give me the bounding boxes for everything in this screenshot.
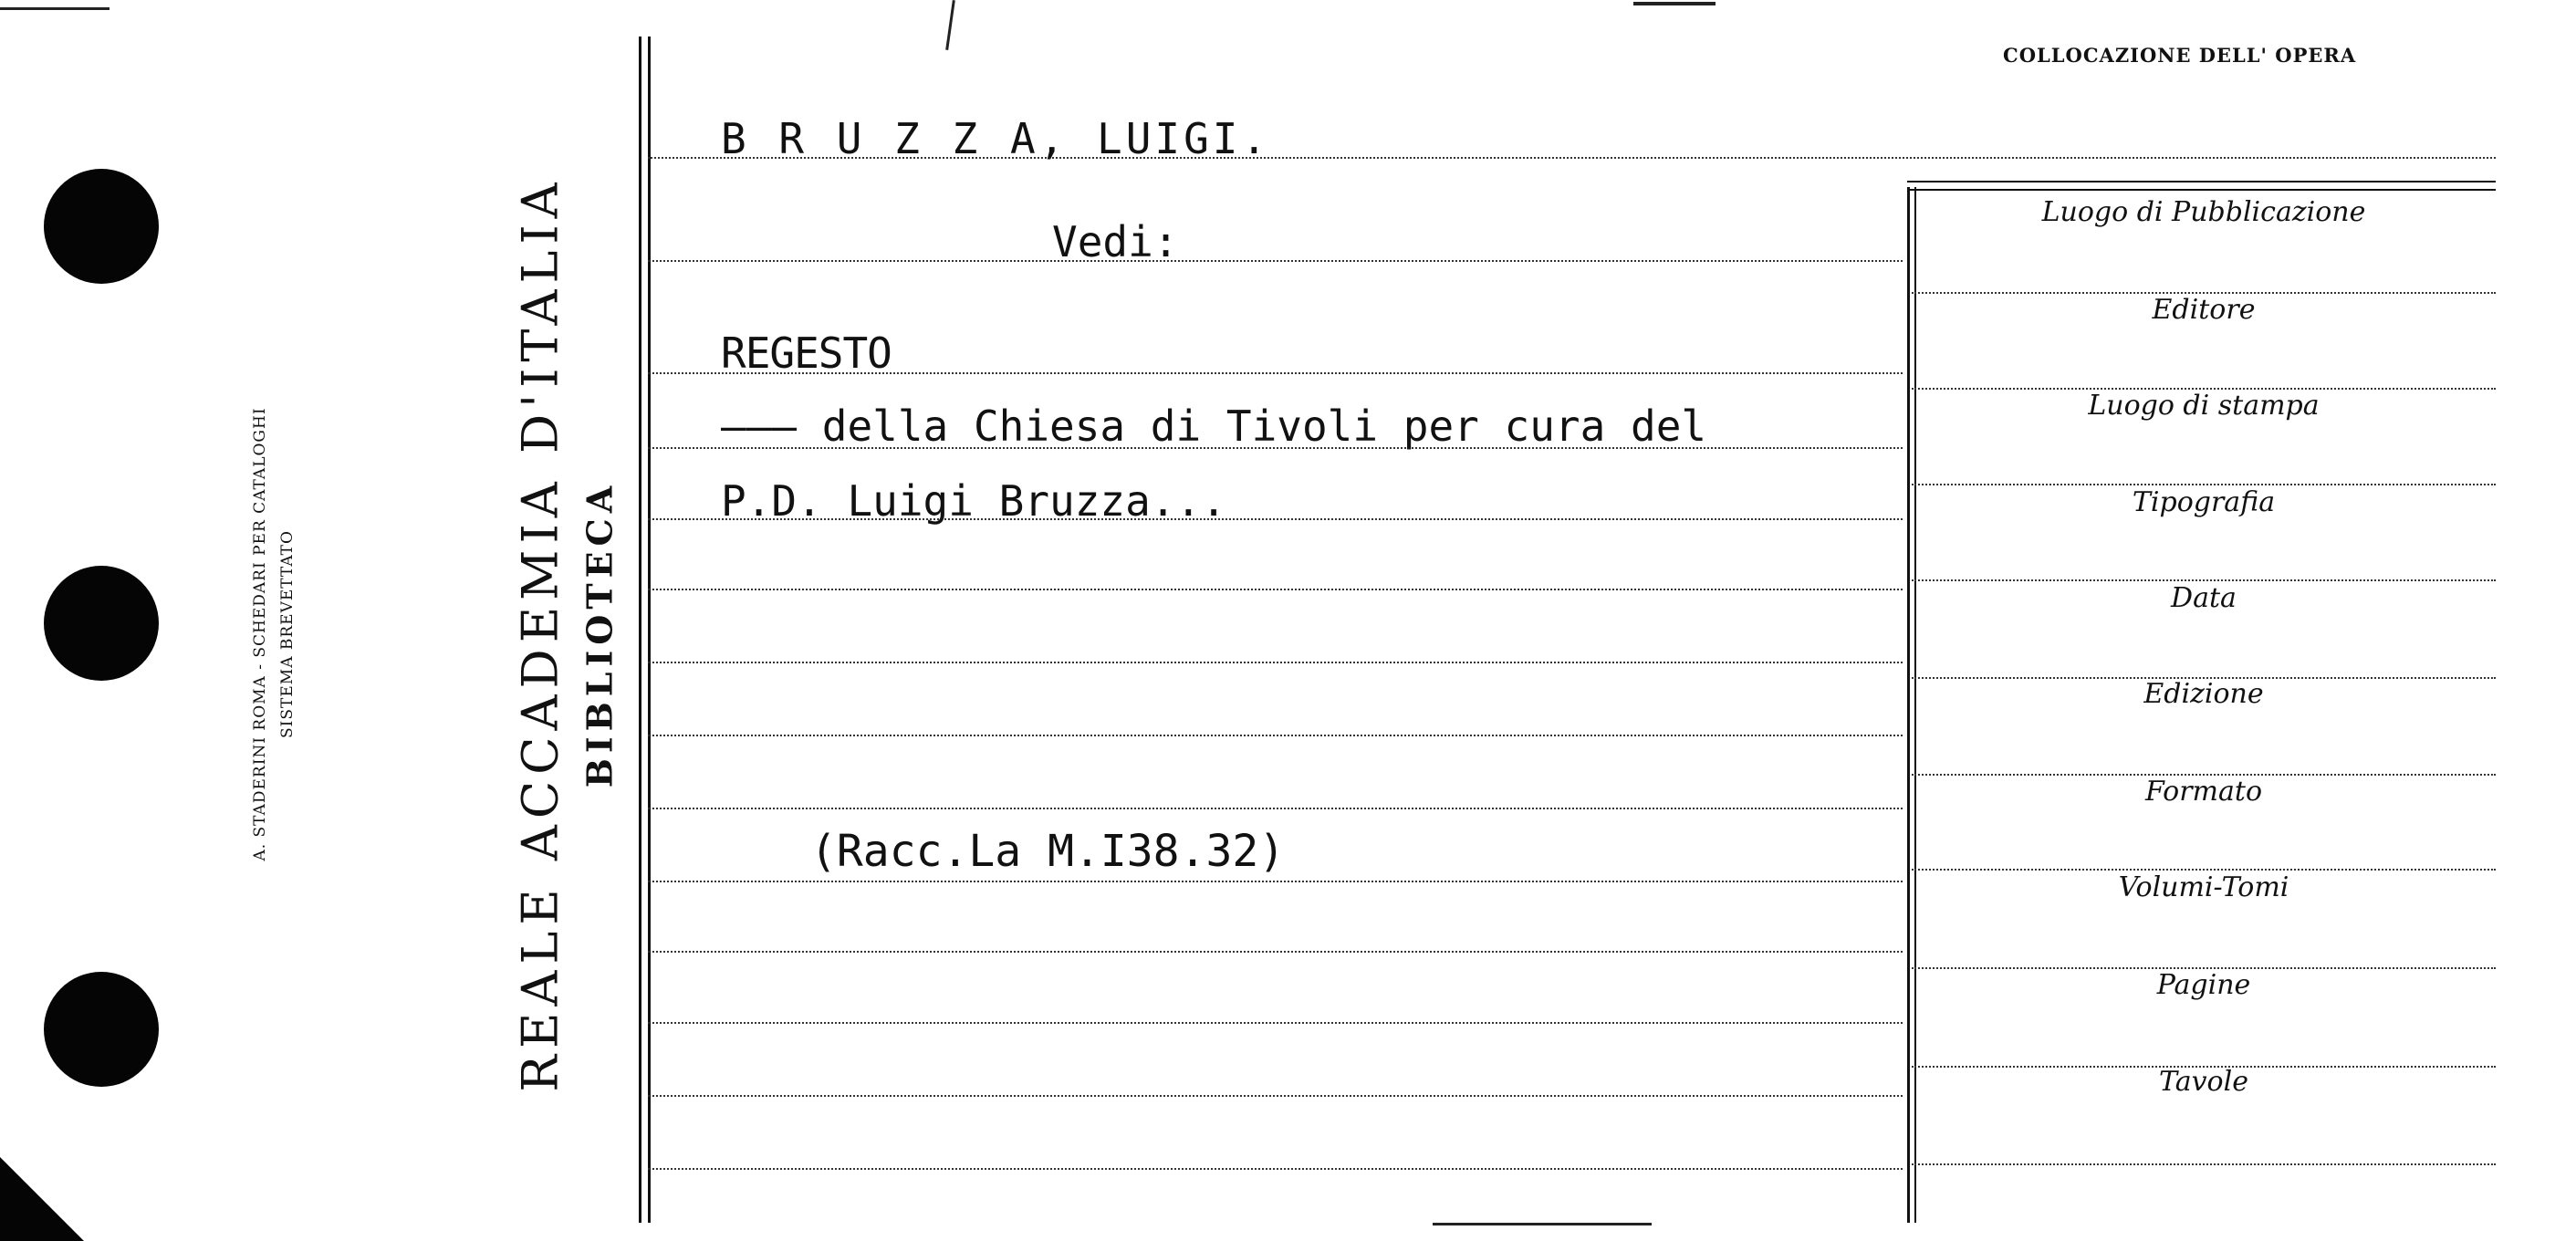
- entry-heading: REGESTO: [721, 328, 892, 378]
- ruled-line: [648, 951, 1903, 953]
- field-tipografia: Tipografia: [2132, 486, 2276, 518]
- field-tavole: Tavole: [2159, 1066, 2248, 1098]
- panel-ruled-line: [1912, 579, 2496, 581]
- panel-ruled-line: [1912, 1163, 2496, 1165]
- author-heading: B R U Z Z A, LUIGI.: [721, 114, 1271, 163]
- printer-imprint: [246, 407, 301, 860]
- punch-hole-top: [44, 169, 159, 284]
- panel-ruled-line: [1912, 869, 2496, 871]
- field-luogo-stampa: Luogo di stampa: [2088, 390, 2320, 422]
- field-luogo-pubblicazione: Luogo di Pubblicazione: [2041, 196, 2366, 228]
- see-reference: Vedi:: [1052, 217, 1179, 266]
- left-double-rule-a: [639, 36, 641, 1223]
- ruled-line: [648, 881, 1903, 882]
- printer-imprint-line-2: SISTEMA BREVETTATO: [278, 530, 297, 738]
- edge-mark: [1633, 2, 1716, 5]
- punch-hole-bottom: [44, 972, 159, 1087]
- right-panel-rule-a: [1907, 187, 1910, 1223]
- shelfmark: (Racc.La M.I38.32): [810, 826, 1286, 877]
- field-edizione: Edizione: [2143, 678, 2264, 710]
- field-data: Data: [2171, 582, 2237, 614]
- ruled-line: [648, 735, 1903, 736]
- title-line-2: P.D. Luigi Bruzza...: [721, 476, 1226, 526]
- ruled-line: [648, 1095, 1903, 1097]
- left-double-rule-b: [648, 36, 651, 1223]
- edge-mark: [1433, 1223, 1652, 1225]
- ruled-line: [648, 662, 1903, 663]
- ruled-line: [648, 260, 1903, 262]
- pen-mark: [945, 0, 955, 50]
- ruled-line: [648, 589, 1903, 590]
- department-name: BIBLIOTECA: [579, 480, 621, 788]
- panel-ruled-line: [1912, 484, 2496, 485]
- shelf-location-header: COLLOCAZIONE DELL' OPERA: [2003, 44, 2357, 67]
- edge-mark: [0, 7, 110, 10]
- title-line-1: ——— della Chiesa di Tivoli per cura del: [721, 402, 1707, 451]
- card-corner-cut: [0, 1157, 84, 1241]
- field-formato: Formato: [2144, 776, 2263, 808]
- field-volumi-tomi: Volumi-Tomi: [2118, 871, 2289, 903]
- institution-name: REALE ACCADEMIA D'ITALIA: [511, 176, 569, 1092]
- printer-imprint-line-1: A. STADERINI ROMA - SCHEDARI PER CATALOGHI: [251, 407, 269, 861]
- ruled-line: [648, 1168, 1903, 1170]
- punch-hole-middle: [44, 566, 159, 681]
- ruled-line: [648, 808, 1903, 809]
- field-pagine: Pagine: [2156, 969, 2251, 1001]
- field-editore: Editore: [2152, 294, 2256, 326]
- panel-top-rule-b: [1907, 189, 2496, 191]
- ruled-line: [648, 1022, 1903, 1024]
- panel-top-rule-a: [1907, 181, 2496, 182]
